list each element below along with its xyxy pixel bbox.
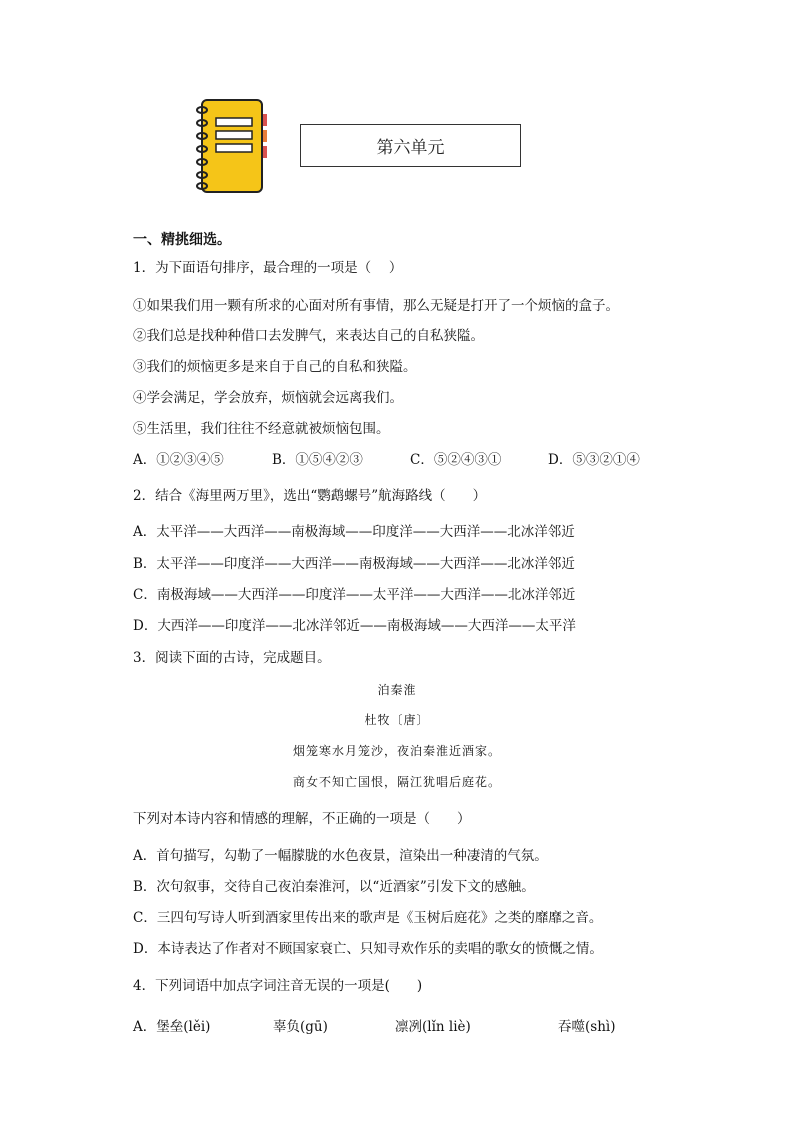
q1-sentence: ③我们的烦恼更多是来自于自己的自私和狭隘。	[133, 359, 417, 375]
q3-option-b[interactable]: B．次句叙事，交待自己夜泊秦淮河，以“近酒家”引发下文的感触。	[133, 879, 535, 895]
q3-option-a[interactable]: A．首句描写，勾勒了一幅朦胧的水色夜景，渲染出一种凄清的气氛。	[133, 848, 548, 864]
q1-stem: 1．为下面语句排序，最合理的一项是（ ）	[133, 260, 403, 276]
poem-line: 商女不知亡国恨，隔江犹唱后庭花。	[292, 775, 501, 789]
q4-word: 吞噬(shì)	[558, 1019, 616, 1035]
q2-option-b[interactable]: B．太平洋——印度洋——大西洋——南极海域——大西洋——北冰洋邻近	[133, 556, 575, 572]
q1-option-b[interactable]: B．①⑤④②③	[272, 452, 363, 468]
q3-option-c[interactable]: C．三四句写诗人听到酒家里传出来的歌声是《玉树后庭花》之类的靡靡之音。	[133, 910, 603, 926]
q1-sentence: ④学会满足，学会放弃，烦恼就会远离我们。	[133, 390, 403, 406]
q3-option-d[interactable]: D．本诗表达了作者对不顾国家衰亡、只知寻欢作乐的卖唱的歌女的愤慨之情。	[133, 941, 603, 957]
poem-author: 杜牧〔唐〕	[364, 713, 430, 727]
q2-option-c[interactable]: C．南极海域——大西洋——印度洋——太平洋——大西洋——北冰洋邻近	[133, 587, 576, 603]
q1-sentence: ⑤生活里，我们往往不经意就被烦恼包围。	[133, 421, 390, 437]
q4-word: 辜负(gū)	[273, 1019, 328, 1035]
q1-option-c[interactable]: C．⑤②④③①	[410, 452, 502, 468]
q3-sub-stem: 下列对本诗内容和情感的理解，不正确的一项是（ ）	[133, 811, 471, 827]
unit-title: 第六单元	[300, 124, 521, 167]
q1-option-d[interactable]: D．⑤③②①④	[548, 452, 640, 468]
section-heading: 一、精挑细选。	[133, 232, 231, 248]
q2-stem: 2．结合《海里两万里》，选出“鹦鹉螺号”航海路线（ ）	[133, 488, 487, 504]
poem-title: 泊秦淮	[377, 683, 417, 697]
q4-option-a[interactable]: A．堡垒(lěi)	[133, 1019, 211, 1035]
q3-stem: 3．阅读下面的古诗，完成题目。	[133, 650, 331, 666]
q2-option-a[interactable]: A．太平洋——大西洋——南极海域——印度洋——大西洋——北冰洋邻近	[133, 524, 575, 540]
notebook-icon	[192, 96, 276, 196]
poem-line: 烟笼寒水月笼沙，夜泊秦淮近酒家。	[292, 744, 501, 758]
q2-option-d[interactable]: D．大西洋——印度洋——北冰洋邻近——南极海域——大西洋——太平洋	[133, 618, 576, 634]
q4-word: 凛冽(lǐn liè)	[395, 1019, 471, 1035]
q1-sentence: ①如果我们用一颗有所求的心面对所有事情，那么无疑是打开了一个烦恼的盒子。	[133, 298, 619, 314]
q1-option-a[interactable]: A．①②③④⑤	[133, 452, 224, 468]
q1-sentence: ②我们总是找种种借口去发脾气，来表达自己的自私狭隘。	[133, 328, 484, 344]
q4-stem: 4．下列词语中加点字词注音无误的一项是( )	[133, 978, 423, 994]
